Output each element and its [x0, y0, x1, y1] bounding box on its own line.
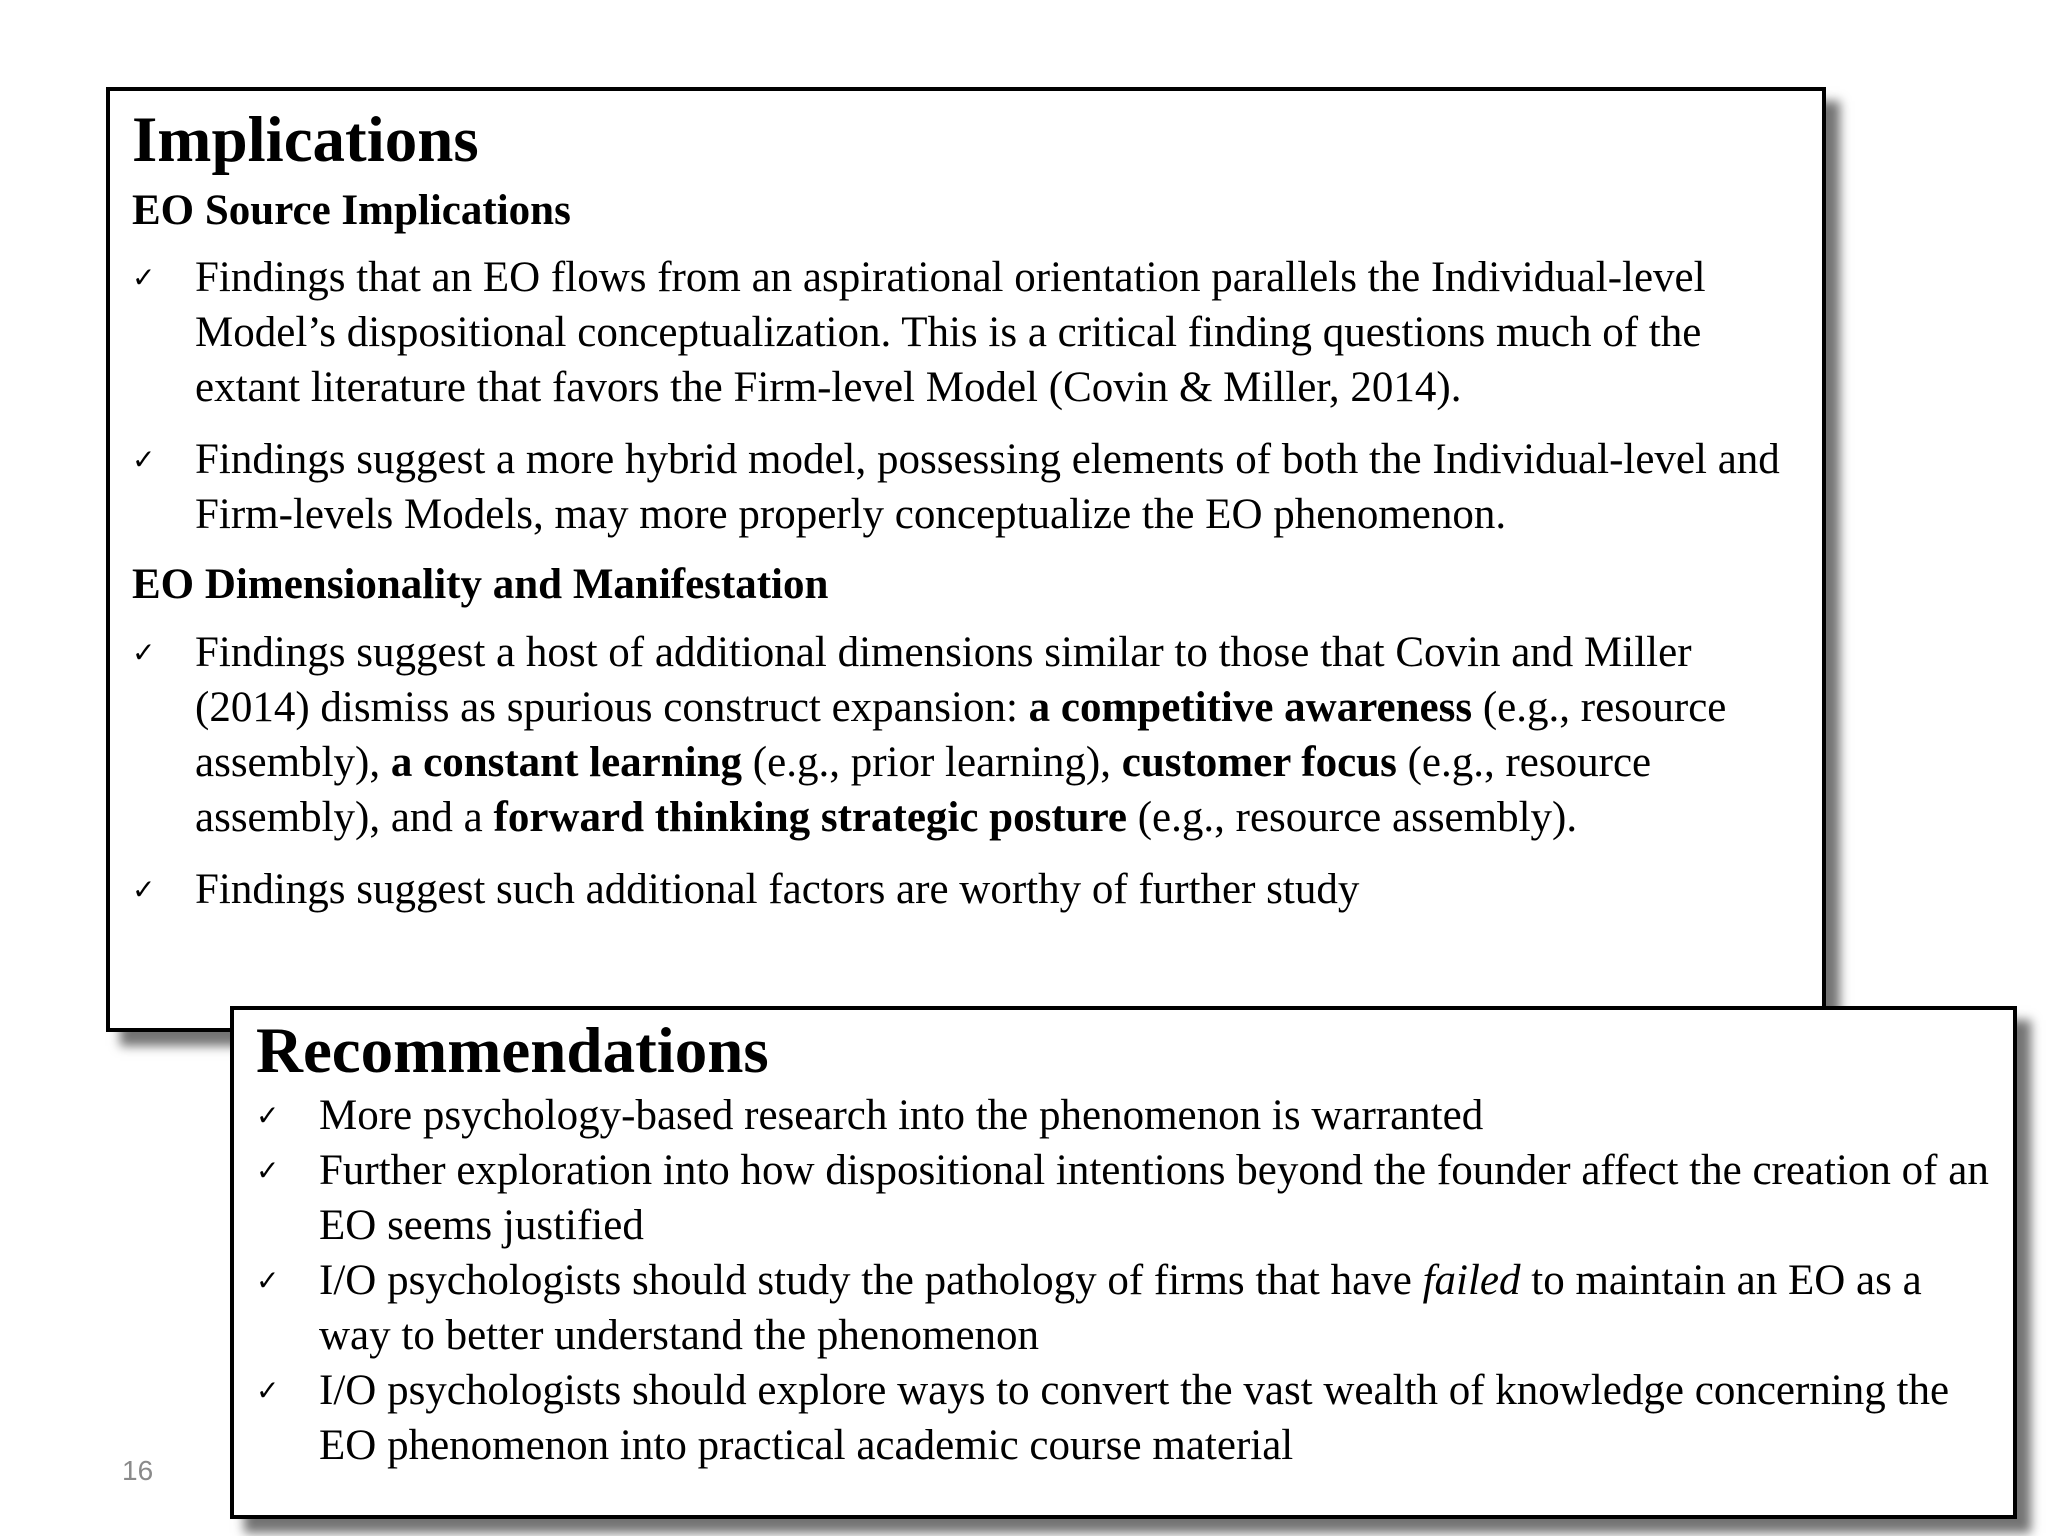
- eo-source-heading: EO Source Implications: [132, 186, 571, 234]
- list-item: ✓ Further exploration into how dispositional intentions beyond the founder affect the creation of an EO seems justified: [256, 1143, 1993, 1253]
- emphasis-italic: failed: [1422, 1256, 1521, 1304]
- source-list: [132, 250, 1802, 542]
- eo-dimensionality-heading: EO Dimensionality and Manifestation: [132, 561, 829, 609]
- recommendations-box: [230, 1006, 2017, 1519]
- recommendations-list: [256, 1088, 1993, 1473]
- checkmark-icon: ✓: [256, 1373, 280, 1407]
- emphasis: a competitive awareness: [1028, 683, 1473, 731]
- list-item: ✓ Findings suggest a host of additional dimensions similar to those that Covin and Miller (2014) dismiss as spurious construct expansion: a competitive awareness (e.g., resource assembly), a constant learning (e.g., prior learning), customer focus (e.g., resource assembly), and a forward thinking strategic posture (e.g., resource assembly).: [132, 625, 1802, 845]
- checkmark-icon: ✓: [256, 1153, 280, 1187]
- slide-number: 16: [122, 1455, 154, 1486]
- list-item: ✓ I/O psychologists should study the pathology of firms that have failed to maintain an EO as a way to better understand the phenomenon: [256, 1253, 1993, 1363]
- dimensionality-list: [132, 625, 1802, 917]
- emphasis: forward thinking strategic posture: [493, 793, 1127, 841]
- checkmark-icon: ✓: [132, 443, 156, 477]
- checkmark-icon: ✓: [132, 261, 156, 295]
- implications-box: [106, 87, 1826, 1032]
- checkmark-icon: ✓: [132, 635, 156, 669]
- emphasis: a constant learning: [390, 738, 743, 786]
- checkmark-icon: ✓: [132, 872, 156, 906]
- implications-title: Implications: [132, 104, 479, 176]
- checkmark-icon: ✓: [256, 1098, 280, 1132]
- list-item: ✓ Findings that an EO flows from an aspirational orientation parallels the Individual-level Model’s dispositional conceptualization. This is a critical finding questions much of the extant literature that favors the Firm-level Model (Covin & Miller, 2014).: [132, 250, 1802, 415]
- list-item: ✓ I/O psychologists should explore ways to convert the vast wealth of knowledge concerning the EO phenomenon into practical academic course material: [256, 1363, 1993, 1473]
- list-item: ✓ More psychology-based research into the phenomenon is warranted: [256, 1088, 1993, 1143]
- emphasis: customer focus: [1121, 738, 1397, 786]
- list-item: ✓ Findings suggest such additional factors are worthy of further study: [132, 862, 1802, 917]
- checkmark-icon: ✓: [256, 1263, 280, 1297]
- list-item: ✓ Findings suggest a more hybrid model, possessing elements of both the Individual-level and Firm-levels Models, may more properly conceptualize the EO phenomenon.: [132, 432, 1802, 542]
- recommendations-title: Recommendations: [256, 1015, 769, 1087]
